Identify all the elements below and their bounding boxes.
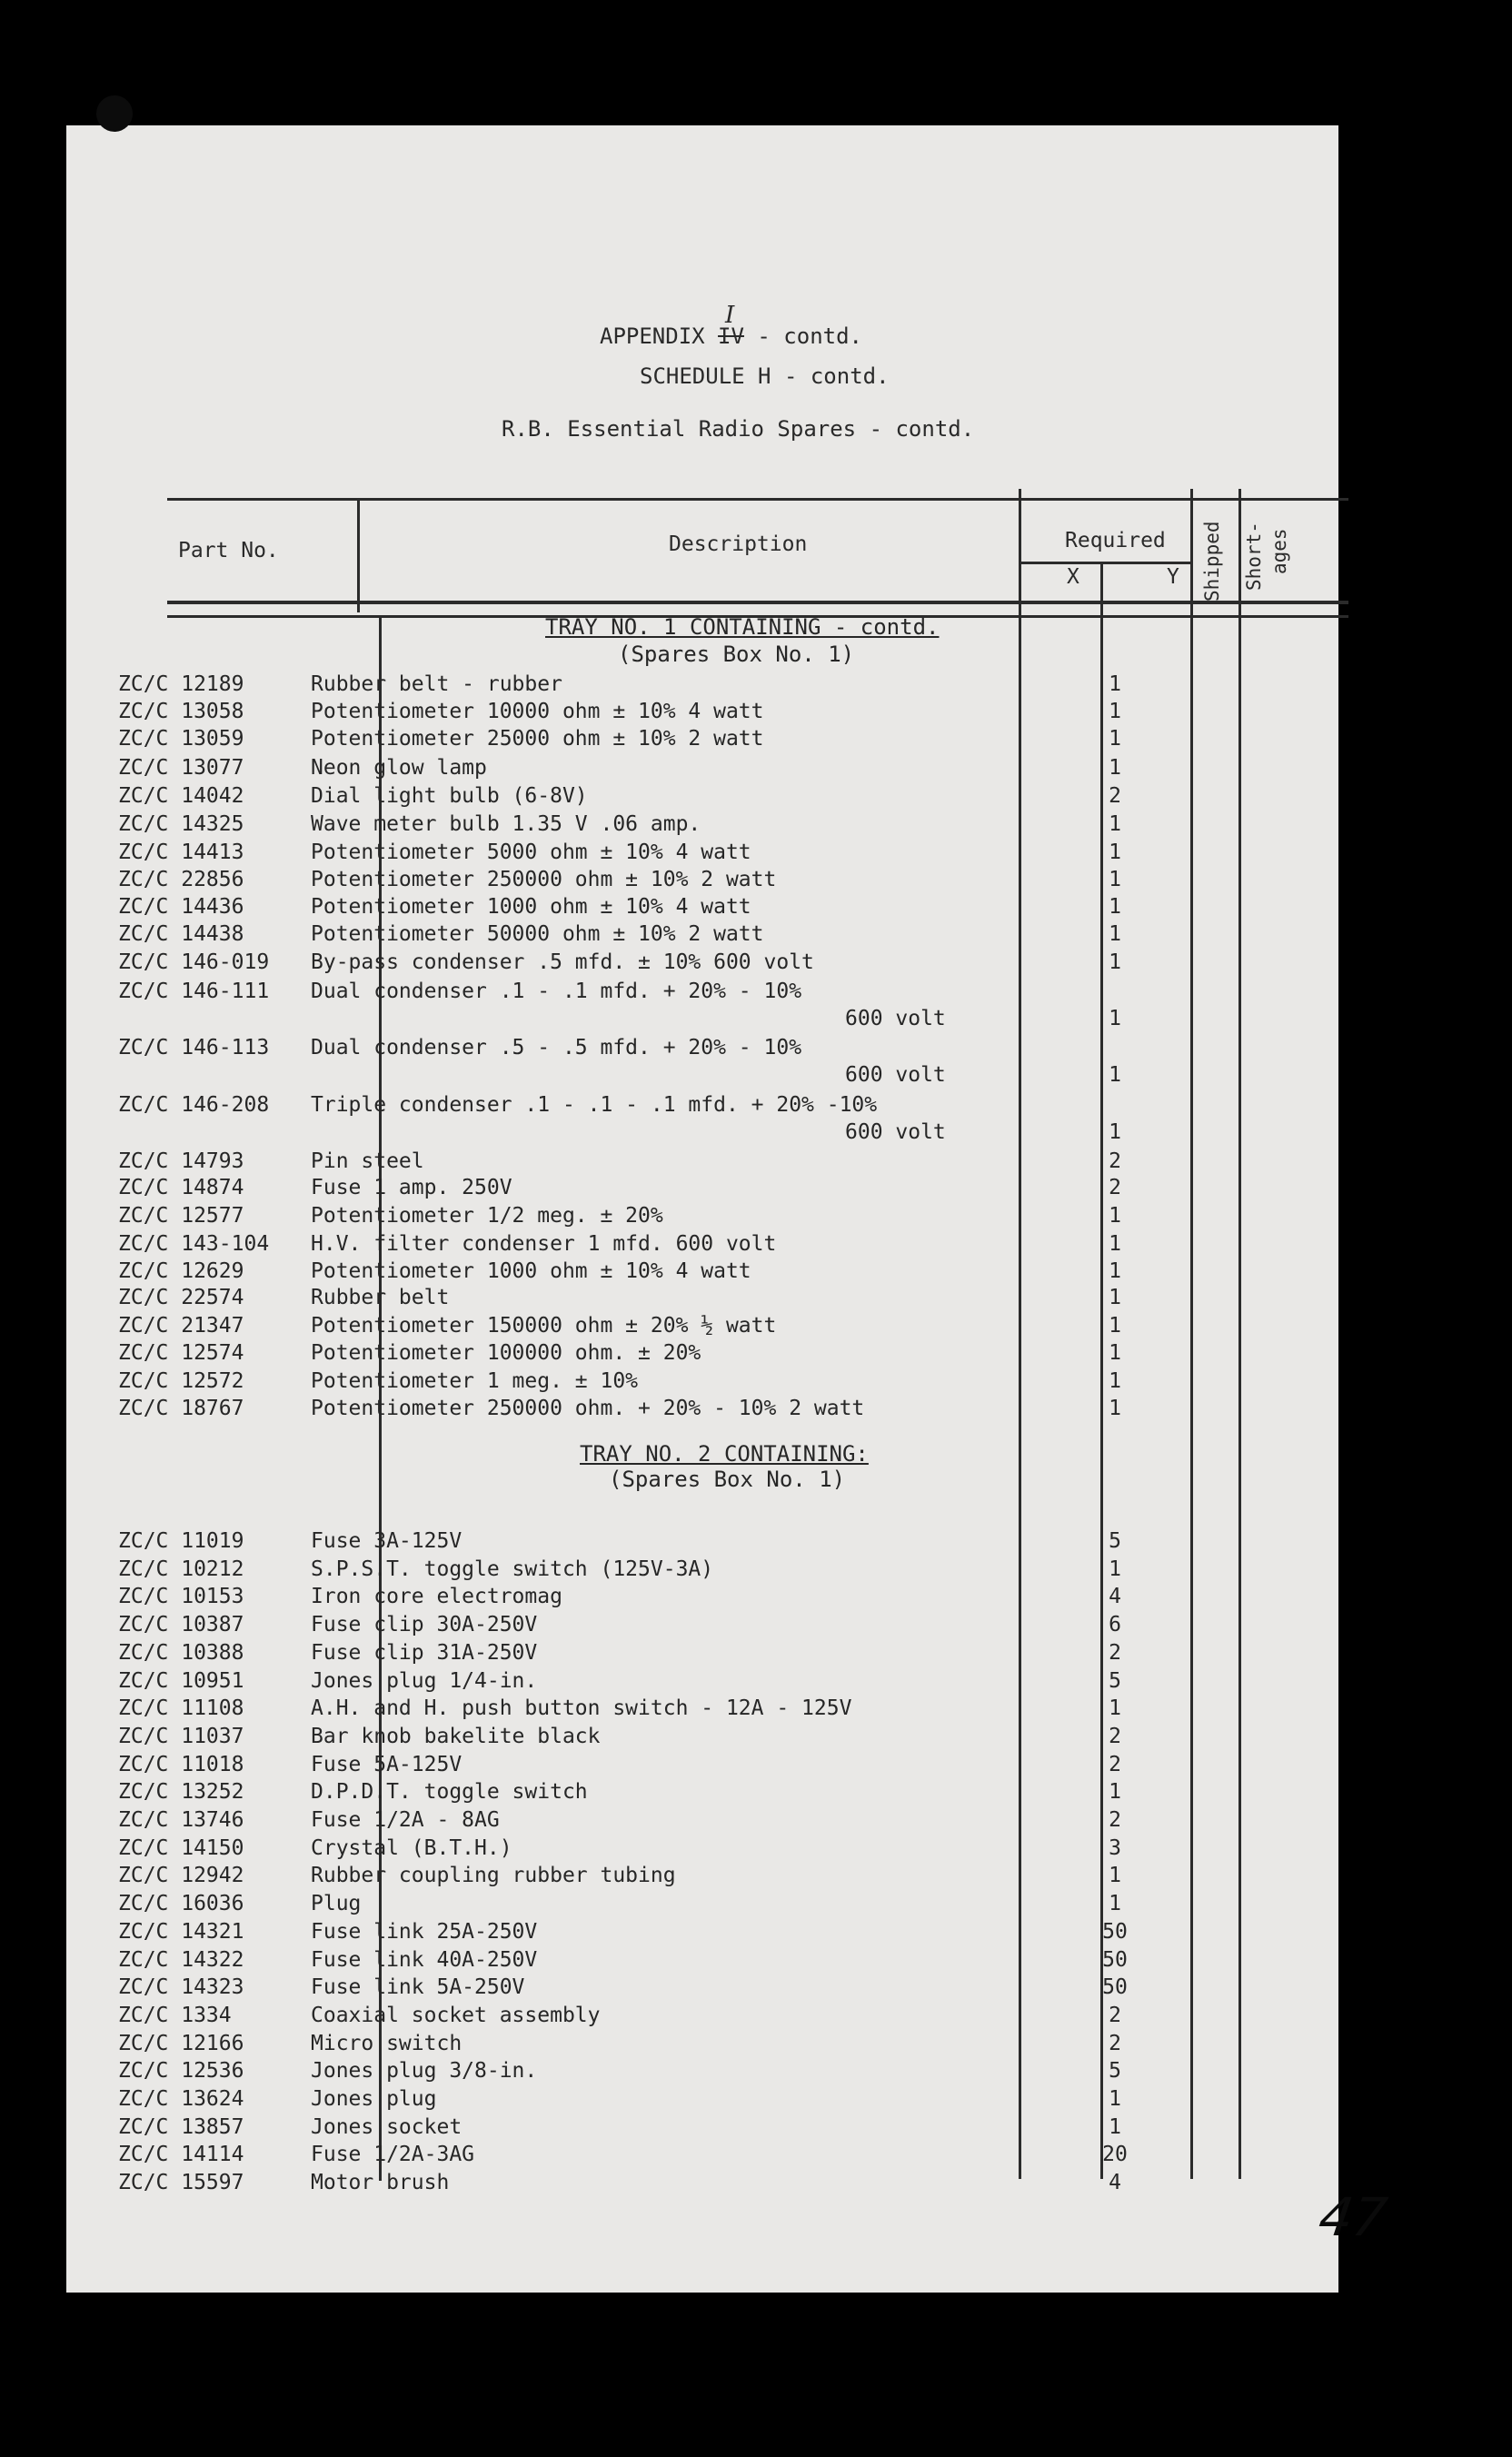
required-quantity-y: 2 — [1109, 1149, 1121, 1173]
part-number: ZC/C 13624 — [118, 2087, 244, 2111]
part-description: Fuse link 40A-250V — [311, 1948, 538, 1972]
part-description: Fuse 1 amp. 250V — [311, 1176, 512, 1199]
part-description: H.V. filter condenser 1 mfd. 600 volt — [311, 1232, 777, 1256]
required-quantity-y: 1 — [1109, 1892, 1121, 1915]
part-number: ZC/C 14323 — [118, 1975, 244, 1999]
required-quantity-y: 20 — [1102, 2143, 1128, 2166]
table-row — [0, 1696, 1272, 1724]
table-row — [0, 727, 1272, 754]
part-description: Dual condenser .1 - .1 mfd. + 20% - 10% — [311, 980, 802, 1003]
required-quantity-y: 1 — [1109, 895, 1121, 919]
required-quantity-y: 1 — [1109, 1696, 1121, 1720]
part-description: A.H. and H. push button switch - 12A - 125V — [311, 1696, 852, 1720]
appendix-label: APPENDIX — [600, 323, 705, 349]
part-description: Rubber belt - rubber — [311, 672, 562, 696]
part-number: ZC/C 146-111 — [118, 980, 270, 1003]
document-subtitle: R.B. Essential Radio Spares - contd. — [502, 416, 975, 442]
part-number: ZC/C 13059 — [118, 727, 244, 751]
table-row — [0, 1204, 1272, 1231]
part-number: ZC/C 12536 — [118, 2059, 244, 2083]
table-row — [0, 1286, 1272, 1313]
part-description-continuation: 600 volt — [845, 1063, 946, 1087]
table-row — [0, 868, 1272, 895]
required-quantity-y: 2 — [1109, 1808, 1121, 1832]
part-number: ZC/C 15597 — [118, 2171, 244, 2194]
part-number: ZC/C 14874 — [118, 1176, 244, 1199]
required-quantity-y: 5 — [1109, 1529, 1121, 1553]
part-number: ZC/C 13252 — [118, 1780, 244, 1804]
part-description: Rubber coupling rubber tubing — [311, 1864, 676, 1887]
table-row — [0, 1669, 1272, 1696]
shortages-header-line1: Short- — [1243, 522, 1265, 591]
table-row — [0, 1232, 1272, 1259]
table-row — [0, 1920, 1272, 1947]
table-row — [0, 2032, 1272, 2059]
table-row — [0, 2059, 1272, 2086]
table-row — [0, 1780, 1272, 1807]
part-description: Neon glow lamp — [311, 756, 487, 780]
part-description: Triple condenser .1 - .1 - .1 mfd. + 20% -10% — [311, 1093, 878, 1117]
schedule-heading: SCHEDULE H - contd. — [640, 363, 890, 389]
part-number: ZC/C 11019 — [118, 1529, 244, 1553]
part-description: Fuse 1/2A - 8AG — [311, 1808, 500, 1832]
part-number: ZC/C 14322 — [118, 1948, 244, 1972]
tray1-title: TRAY NO. 1 CONTAINING - contd. — [545, 614, 940, 640]
part-description: Potentiometer 50000 ohm ± 10% 2 watt — [311, 922, 764, 946]
part-number: ZC/C 10387 — [118, 1613, 244, 1636]
table-row — [0, 2171, 1272, 2198]
part-number: ZC/C 13857 — [118, 2115, 244, 2139]
required-quantity-y: 6 — [1109, 1613, 1121, 1636]
part-description: Fuse link 25A-250V — [311, 1920, 538, 1944]
part-description: Fuse clip 30A-250V — [311, 1613, 538, 1636]
part-description: Potentiometer 1/2 meg. ± 20% — [311, 1204, 663, 1228]
table-row — [0, 1314, 1272, 1341]
required-quantity-y: 1 — [1109, 1314, 1121, 1338]
part-number: ZC/C 14114 — [118, 2143, 244, 2166]
required-quantity-y: 4 — [1109, 1585, 1121, 1608]
part-description: Potentiometer 5000 ohm ± 10% 4 watt — [311, 841, 751, 864]
required-header: Required — [1065, 529, 1166, 552]
required-quantity-y: 1 — [1109, 756, 1121, 780]
description-header: Description — [669, 532, 808, 556]
part-number: ZC/C 14325 — [118, 812, 244, 836]
required-quantity-y: 2 — [1109, 1641, 1121, 1665]
part-description: D.P.D.T. toggle switch — [311, 1780, 588, 1804]
appendix-handwritten-correction: I — [725, 302, 735, 329]
required-quantity-y: 1 — [1109, 700, 1121, 723]
part-number: ZC/C 11018 — [118, 1753, 244, 1776]
part-description: Fuse link 5A-250V — [311, 1975, 525, 1999]
part-description-continuation: 600 volt — [845, 1007, 946, 1030]
required-quantity-y: 1 — [1109, 922, 1121, 946]
required-quantity-y: 5 — [1109, 2059, 1121, 2083]
part-description: Potentiometer 1000 ohm ± 10% 4 watt — [311, 895, 751, 919]
table-row — [0, 1341, 1272, 1368]
part-number: ZC/C 10951 — [118, 1669, 244, 1693]
part-description: Motor brush — [311, 2171, 450, 2194]
part-description: S.P.S.T. toggle switch (125V-3A) — [311, 1557, 714, 1581]
part-description: Potentiometer 10000 ohm ± 10% 4 watt — [311, 700, 764, 723]
required-quantity-y: 1 — [1109, 1063, 1121, 1087]
part-description: Jones plug 3/8-in. — [311, 2059, 538, 2083]
part-number: ZC/C 12629 — [118, 1259, 244, 1283]
table-row — [0, 1808, 1272, 1835]
table-row — [0, 1557, 1272, 1585]
table-row — [0, 841, 1272, 868]
part-description: Potentiometer 250000 ohm. + 20% - 10% 2 watt — [311, 1397, 865, 1420]
required-quantity-y: 1 — [1109, 1864, 1121, 1887]
required-quantity-y: 1 — [1109, 1369, 1121, 1393]
table-row — [0, 1948, 1272, 1975]
table-row — [0, 1176, 1272, 1203]
appendix-suffix: - contd. — [757, 323, 862, 349]
required-quantity-y: 50 — [1102, 1948, 1128, 1972]
appendix-heading — [600, 302, 862, 349]
part-number: ZC/C 12166 — [118, 2032, 244, 2055]
required-quantity-y: 1 — [1109, 841, 1121, 864]
part-number: ZC/C 13077 — [118, 756, 244, 780]
part-number: ZC/C 11108 — [118, 1696, 244, 1720]
part-description: Fuse clip 31A-250V — [311, 1641, 538, 1665]
table-row — [0, 812, 1272, 840]
required-quantity-y: 1 — [1109, 1557, 1121, 1581]
part-description: Potentiometer 250000 ohm ± 10% 2 watt — [311, 868, 777, 891]
table-row — [0, 922, 1272, 950]
table-row — [0, 1725, 1272, 1752]
part-number: ZC/C 146-019 — [118, 950, 270, 974]
required-quantity-y: 2 — [1109, 2032, 1121, 2055]
table-row — [0, 1259, 1272, 1287]
table-row — [0, 2004, 1272, 2031]
part-number: ZC/C 14436 — [118, 895, 244, 919]
column-y-header: Y — [1167, 565, 1179, 589]
part-description: Jones socket — [311, 2115, 463, 2139]
table-row — [0, 1369, 1272, 1397]
part-description: Dial light bulb (6-8V) — [311, 784, 588, 808]
required-quantity-y: 1 — [1109, 1204, 1121, 1228]
part-number: ZC/C 22574 — [118, 1286, 244, 1309]
part-number: ZC/C 12189 — [118, 672, 244, 696]
required-quantity-y: 2 — [1109, 1176, 1121, 1199]
punch-hole — [96, 95, 133, 132]
part-number: ZC/C 14042 — [118, 784, 244, 808]
part-number: ZC/C 14793 — [118, 1149, 244, 1173]
part-description: Plug — [311, 1892, 362, 1915]
column-x-header: X — [1067, 565, 1079, 589]
table-row — [0, 1397, 1272, 1424]
required-quantity-y: 1 — [1109, 1286, 1121, 1309]
part-number: ZC/C 12577 — [118, 1204, 244, 1228]
required-quantity-y: 1 — [1109, 1259, 1121, 1283]
handwritten-page-number: 47 — [1315, 2186, 1391, 2248]
table-row — [0, 1836, 1272, 1864]
required-quantity-y: 1 — [1109, 672, 1121, 696]
part-description: Jones plug — [311, 2087, 437, 2111]
required-quantity-y: 4 — [1109, 2171, 1121, 2194]
required-quantity-y: 1 — [1109, 812, 1121, 836]
required-quantity-y: 1 — [1109, 868, 1121, 891]
table-row — [0, 950, 1272, 978]
part-description: Bar knob bakelite black — [311, 1725, 601, 1748]
table-row — [0, 1529, 1272, 1557]
table-row — [0, 672, 1272, 700]
part-number: ZC/C 12572 — [118, 1369, 244, 1393]
table-row — [0, 700, 1272, 727]
required-quantity-y: 2 — [1109, 784, 1121, 808]
part-description: Fuse 1/2A-3AG — [311, 2143, 475, 2166]
part-description: Coaxial socket assembly — [311, 2004, 601, 2027]
required-quantity-y: 50 — [1102, 1975, 1128, 1999]
part-number: ZC/C 14150 — [118, 1836, 244, 1860]
tray1-subtitle: (Spares Box No. 1) — [618, 642, 855, 667]
table-row — [0, 1641, 1272, 1668]
required-quantity-y: 1 — [1109, 1007, 1121, 1030]
part-number: ZC/C 146-113 — [118, 1036, 270, 1059]
part-number: ZC/C 10212 — [118, 1557, 244, 1581]
part-description: Iron core electromag — [311, 1585, 562, 1608]
required-quantity-y: 5 — [1109, 1669, 1121, 1693]
table-row — [0, 1149, 1272, 1177]
table-row — [0, 1864, 1272, 1891]
table-row — [0, 784, 1272, 811]
column-divider-part — [357, 498, 360, 612]
table-row — [0, 2115, 1272, 2143]
part-description: Crystal (B.T.H.) — [311, 1836, 512, 1860]
required-quantity-y: 1 — [1109, 2115, 1121, 2139]
part-description: Potentiometer 100000 ohm. ± 20% — [311, 1341, 701, 1365]
table-row — [0, 895, 1272, 922]
required-quantity-y: 1 — [1109, 727, 1121, 751]
part-description: Wave meter bulb 1.35 V .06 amp. — [311, 812, 701, 836]
table-row — [0, 1753, 1272, 1780]
required-quantity-y: 3 — [1109, 1836, 1121, 1860]
appendix-number — [718, 302, 744, 349]
table-row — [0, 1613, 1272, 1640]
required-quantity-y: 50 — [1102, 1920, 1128, 1944]
header-bottom-rule — [167, 601, 1348, 604]
shortages-header-line2: ages — [1268, 528, 1290, 574]
part-number: ZC/C 14438 — [118, 922, 244, 946]
table-top-rule — [167, 498, 1348, 501]
part-description: Potentiometer 1 meg. ± 10% — [311, 1369, 639, 1393]
required-quantity-y: 1 — [1109, 950, 1121, 974]
part-number: ZC/C 143-104 — [118, 1232, 270, 1256]
part-description: Fuse 5A-125V — [311, 1753, 463, 1776]
table-row — [0, 2087, 1272, 2114]
table-row — [0, 756, 1272, 783]
part-number: ZC/C 14413 — [118, 841, 244, 864]
part-number: ZC/C 13746 — [118, 1808, 244, 1832]
required-quantity-y: 2 — [1109, 1725, 1121, 1748]
required-quantity-y: 1 — [1109, 1397, 1121, 1420]
part-number: ZC/C 18767 — [118, 1397, 244, 1420]
part-number: ZC/C 12574 — [118, 1341, 244, 1365]
part-description: Potentiometer 25000 ohm ± 10% 2 watt — [311, 727, 764, 751]
required-quantity-y: 1 — [1109, 2087, 1121, 2111]
appendix-original-number: IV — [718, 323, 744, 349]
table-row — [0, 1975, 1272, 2003]
part-description: Micro switch — [311, 2032, 463, 2055]
required-quantity-y: 1 — [1109, 1780, 1121, 1804]
table-row — [0, 1585, 1272, 1612]
part-description: Fuse 3A-125V — [311, 1529, 463, 1553]
table-row — [0, 2143, 1272, 2170]
part-description: Pin steel — [311, 1149, 424, 1173]
part-description: Potentiometer 1000 ohm ± 10% 4 watt — [311, 1259, 751, 1283]
part-description-continuation: 600 volt — [845, 1120, 946, 1144]
part-number: ZC/C 10153 — [118, 1585, 244, 1608]
part-description: Dual condenser .5 - .5 mfd. + 20% - 10% — [311, 1036, 802, 1059]
part-number: ZC/C 1334 — [118, 2004, 232, 2027]
part-description: Potentiometer 150000 ohm ± 20% ½ watt — [311, 1314, 777, 1338]
part-number: ZC/C 22856 — [118, 868, 244, 891]
tray2-subtitle: (Spares Box No. 1) — [609, 1467, 846, 1492]
required-quantity-y: 2 — [1109, 1753, 1121, 1776]
part-number: ZC/C 13058 — [118, 700, 244, 723]
required-quantity-y: 1 — [1109, 1341, 1121, 1365]
part-number: ZC/C 146-208 — [118, 1093, 270, 1117]
part-number: ZC/C 11037 — [118, 1725, 244, 1748]
tray2-title: TRAY NO. 2 CONTAINING: — [580, 1441, 869, 1467]
shipped-header: Shipped — [1201, 521, 1223, 602]
required-quantity-y: 2 — [1109, 2004, 1121, 2027]
part-description: By-pass condenser .5 mfd. ± 10% 600 volt — [311, 950, 814, 974]
part-no-header: Part No. — [178, 539, 279, 562]
required-quantity-y: 1 — [1109, 1120, 1121, 1144]
part-description: Jones plug 1/4-in. — [311, 1669, 538, 1693]
part-number: ZC/C 14321 — [118, 1920, 244, 1944]
required-subheader-rule — [1020, 562, 1190, 564]
required-quantity-y: 1 — [1109, 1232, 1121, 1256]
part-number: ZC/C 10388 — [118, 1641, 244, 1665]
table-row — [0, 1892, 1272, 1919]
part-number: ZC/C 21347 — [118, 1314, 244, 1338]
part-description: Rubber belt — [311, 1286, 450, 1309]
part-number: ZC/C 12942 — [118, 1864, 244, 1887]
part-number: ZC/C 16036 — [118, 1892, 244, 1915]
